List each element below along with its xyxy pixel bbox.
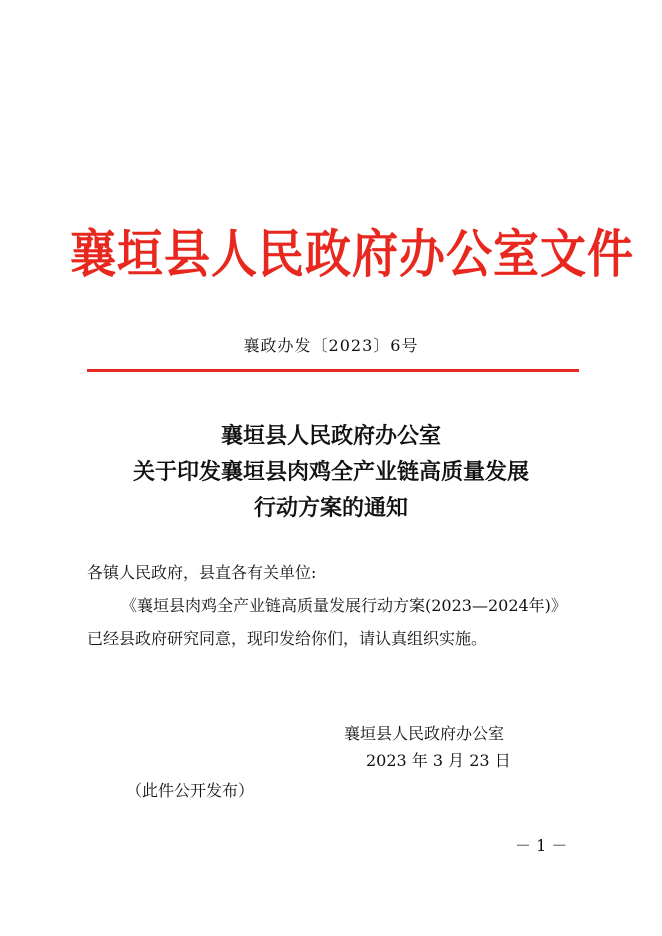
signature-date: 2023 年 3 月 23 日 xyxy=(366,751,511,770)
document-title xyxy=(0,418,662,526)
red-divider-line xyxy=(87,369,579,372)
salutation: 各镇人民政府，县直各有关单位: xyxy=(87,563,317,582)
document-number: 襄政办发〔2023〕6号 xyxy=(243,336,419,355)
body-paragraph-line-1: 《襄垣县肉鸡全产业链高质量发展行动方案(2023—2024年)》 xyxy=(121,596,567,615)
title-line-1: 襄垣县人民政府办公室 xyxy=(220,423,441,449)
signature-issuer: 襄垣县人民政府办公室 xyxy=(344,724,505,743)
title-line-3: 行动方案的通知 xyxy=(253,495,408,521)
page-number: － 1 － xyxy=(515,836,568,855)
release-note: （此件公开发布） xyxy=(126,781,255,800)
document-masthead: 襄垣县人民政府办公室文件 xyxy=(70,223,634,285)
body-paragraph-line-2: 已经县政府研究同意，现印发给你们，请认真组织实施。 xyxy=(87,629,488,648)
title-line-2: 关于印发襄垣县肉鸡全产业链高质量发展 xyxy=(132,459,529,485)
document-body xyxy=(87,556,587,655)
